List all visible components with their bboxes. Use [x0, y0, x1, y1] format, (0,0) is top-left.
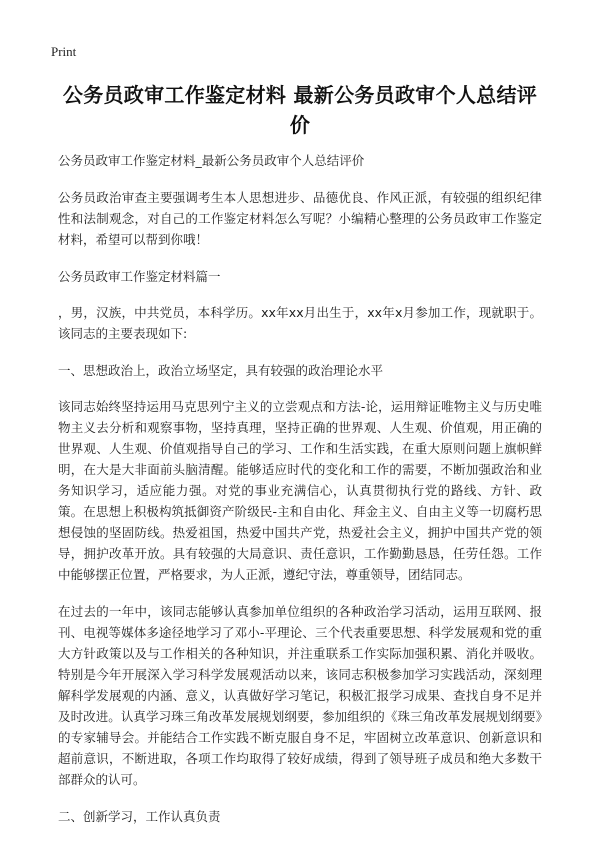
- intro-paragraph: 公务员政治审查主要强调考生本人思想进步、品德优良、作风正派，有较强的组织纪律性和法制观念，对自己的工作鉴定材料怎么写呢？小编精心整理的公务员政审工作鉴定材料，希望可以帮到你哦！: [58, 190, 542, 247]
- section-heading-part-one: 公务员政审工作鉴定材料篇一: [58, 269, 221, 284]
- print-link[interactable]: Print: [51, 44, 77, 59]
- body-paragraph: 在过去的一年中，该同志能够认真参加单位组织的各种政治学习活动，运用互联网、报刊、电视等媒体多途径地学习了邓小-平理论、三个代表重要思想、科学发展观和党的重大方针政策以及与工作相关的各种知识，并注重联系工作实际加强积累、消化并吸收。特别是今年开展深入学习科学发展观活动以来，该同志积极参加学习实践活动，深刻理解科学发展观的内涵、意义，认真做好学习笔记，积极汇报学习成果、查找自身不足并及时改进。认真学习珠三角改革发展规划纲要，参加组织的《珠三角改革发展规划纲要》的专家辅导会。并能结合工作实践不断克服自身不足，牢固树立改革意识、创新意识和超前意识，不断进取，各项工作均取得了较好成绩，得到了领导班子成员和绝大多数干部群众的认可。: [58, 604, 542, 787]
- body-paragraph: 该同志始终坚持运用马克思列宁主义的立尝观点和方法-论，运用辩证唯物主义与历史唯物主义去分析和观察事物，坚持真理，坚持正确的世界观、人生观、价值观，用正确的世界观、人生观、价值观指导自己的学习、工作和生活实践，在重大原则问题上旗帜鲜明，在大是大非面前头脑清醒。能够适应时代的变化和工作的需要，不断加强政治和业务知识学习，适应能力强。对党的事业充满信心，认真贯彻执行党的路线、方针、政策。在思想上积极构筑抵御资产阶级民-主和自由化、拜金主义、自由主义等一切腐朽思想侵蚀的坚固防线。热爱祖国，热爱中国共产党，热爱社会主义，拥护中国共产党的领导，拥护改革开放。具有较强的大局意识、责任意识，工作勤勤恳恳，任劳任怨。工作中能够摆正位置，严格要求，为人正派，遵纪守法，尊重领导，团结同志。: [58, 399, 542, 582]
- personal-info-paragraph: ，男，汉族，中共党员，本科学历。xx年xx月出生于，xx年x月参加工作，现就职于。该同志的主要表现如下:: [58, 305, 542, 341]
- document-body: [58, 150, 542, 842]
- section-heading-innovation: 二、创新学习，工作认真负责: [58, 809, 221, 824]
- document-title: 公务员政审工作鉴定材料 最新公务员政审个人总结评价: [62, 83, 538, 137]
- section-heading-political: 一、思想政治上，政治立场坚定，具有较强的政治理论水平: [58, 363, 384, 378]
- subtitle-paragraph: 公务员政审工作鉴定材料_最新公务员政审个人总结评价: [58, 153, 365, 168]
